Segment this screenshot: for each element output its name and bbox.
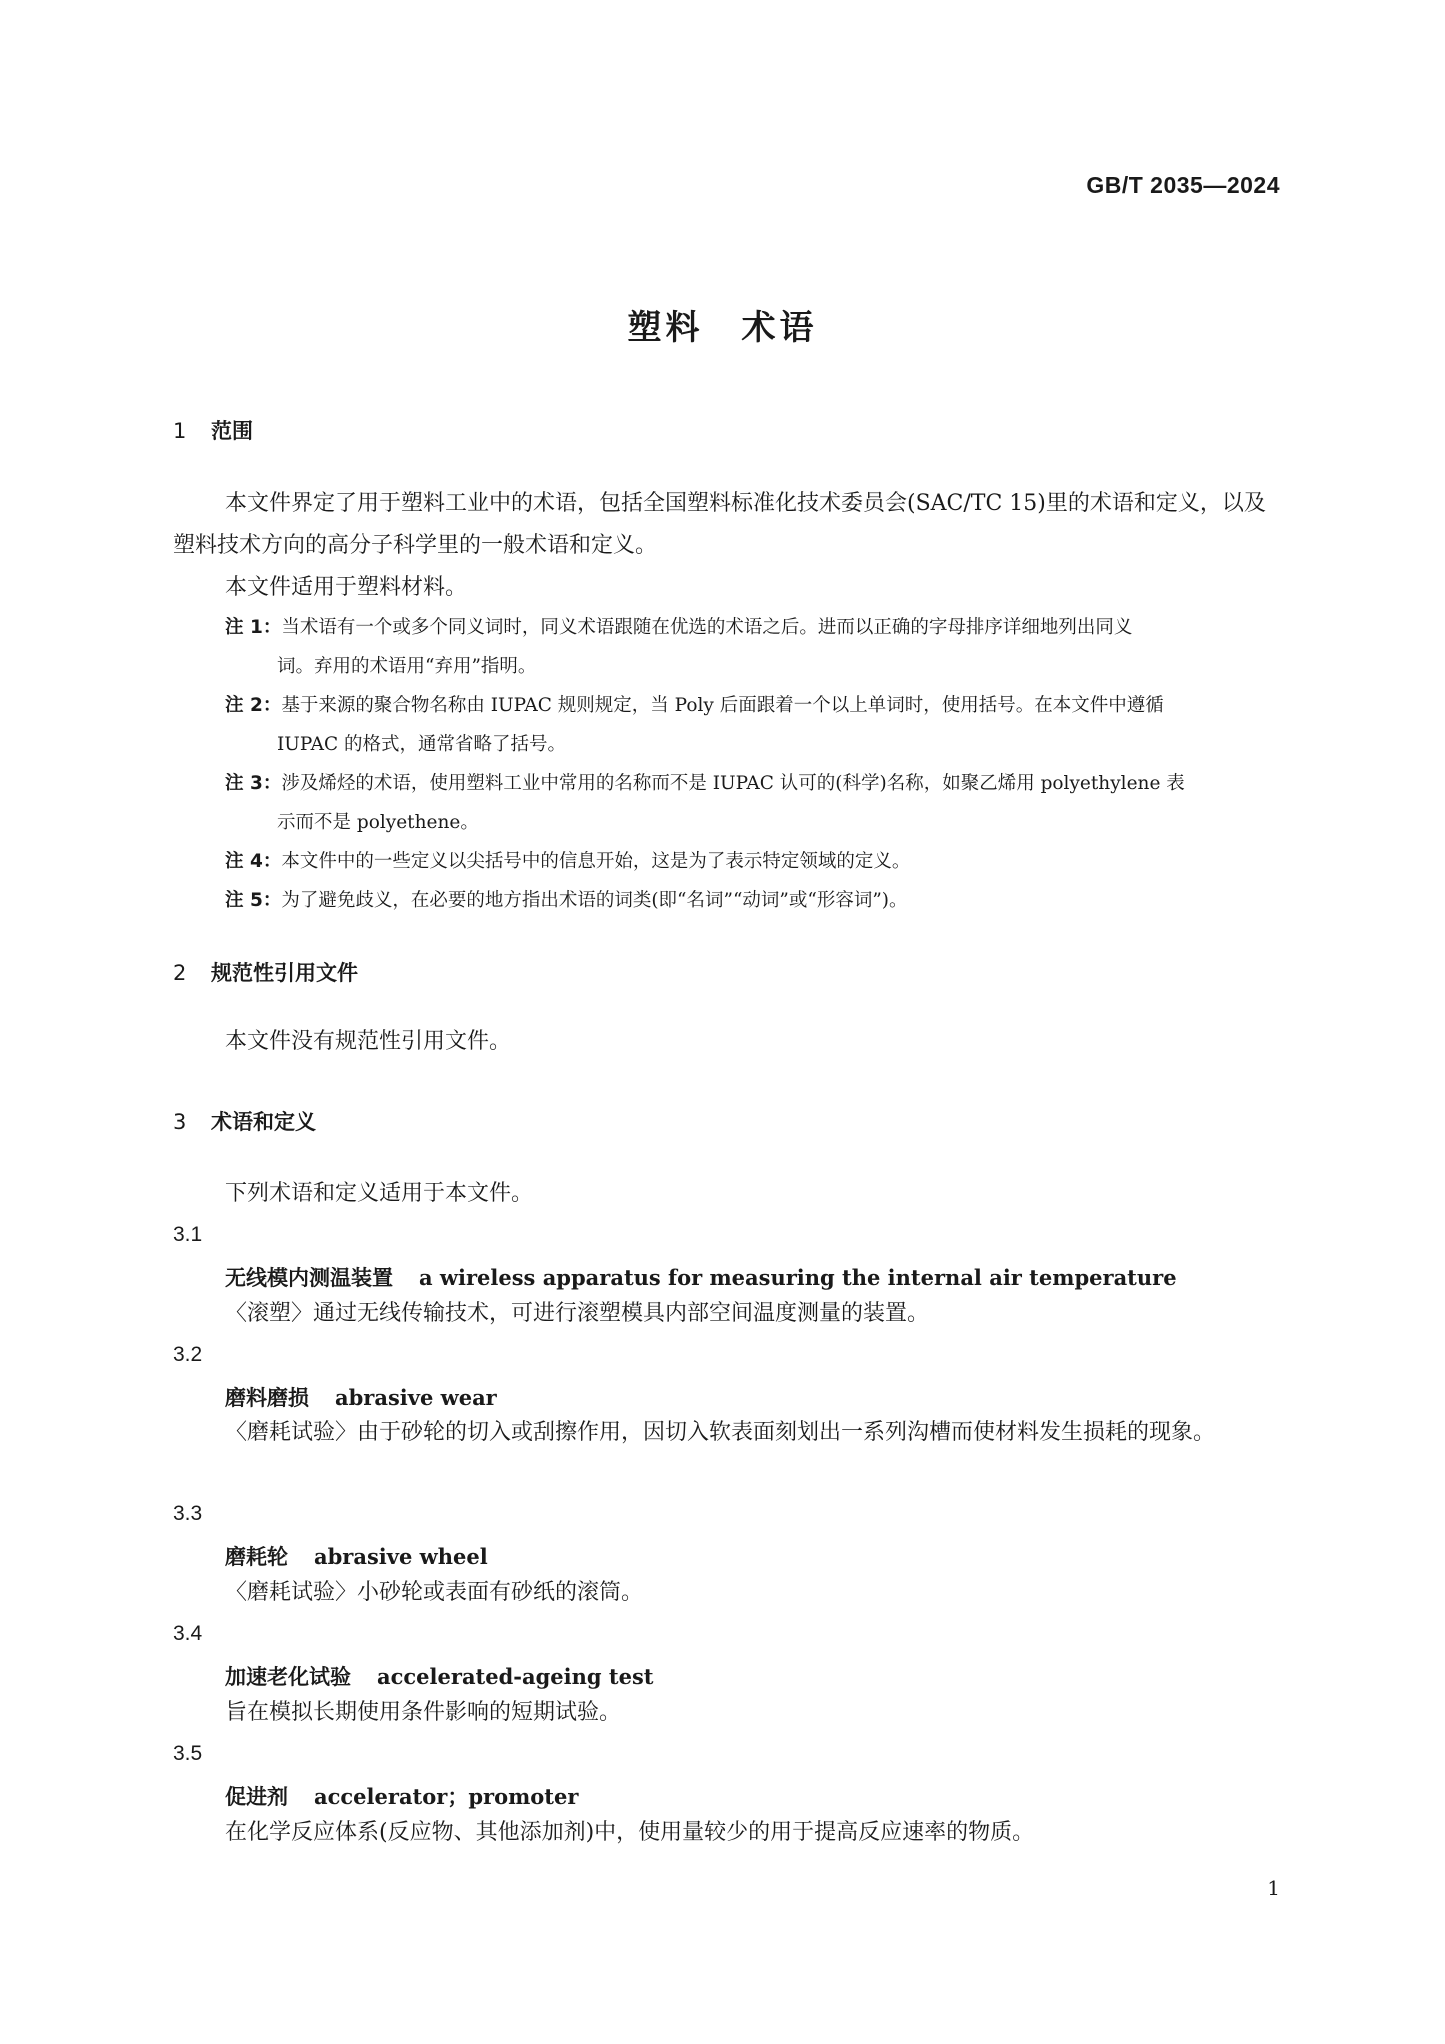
note-1	[225, 608, 1283, 686]
document-title: 塑料 术语	[627, 308, 818, 348]
section-title: 术语和定义	[211, 1110, 316, 1134]
terms-intro: 下列术语和定义适用于本文件。	[225, 1181, 534, 1206]
term-number: 3.5	[173, 1742, 203, 1765]
term-en: a wireless apparatus for measuring the internal air temperature	[419, 1265, 1177, 1290]
term-entry	[225, 1382, 497, 1412]
note-text: 基于来源的聚合物名称由 IUPAC 规则规定，当 Poly 后面跟着一个以上单词时，使用括号。在本文件中遵循	[281, 695, 1164, 716]
note-text-continued: 词。弃用的术语用“弃用”指明。	[277, 656, 537, 677]
note-label: 注 4：	[225, 851, 282, 872]
note-text-continued: 示而不是 polyethene。	[277, 812, 479, 833]
standard-code: GB/T 2035—2024	[1086, 172, 1280, 198]
term-definition: 〈滚塑〉通过无线传输技术，可进行滚塑模具内部空间温度测量的装置。	[225, 1301, 930, 1326]
term-zh: 加速老化试验	[225, 1665, 351, 1689]
term-number: 3.1	[173, 1223, 203, 1246]
normative-paragraph: 本文件没有规范性引用文件。	[225, 1029, 512, 1054]
note-text: 为了避免歧义，在必要的地方指出术语的词类(即“名词”“动词”或“形容词”)。	[281, 890, 908, 911]
section-number: 1	[173, 419, 187, 443]
scope-paragraph-1: 本文件界定了用于塑料工业中的术语，包括全国塑料标准化技术委员会(SAC/TC 15)里的术语和定义，以及塑料技术方向的高分子科学里的一般术语和定义。	[173, 491, 1266, 558]
note-text: 当术语有一个或多个同义词时，同义术语跟随在优选的术语之后。进而以正确的字母排序详细地列出同义	[281, 617, 1133, 638]
page-number: 1	[1267, 1876, 1280, 1900]
term-entry	[225, 1541, 488, 1571]
note-label: 注 3：	[225, 773, 282, 794]
term-zh: 促进剂	[225, 1785, 288, 1809]
term-definition: 在化学反应体系(反应物、其他添加剂)中，使用量较少的用于提高反应速率的物质。	[225, 1820, 1035, 1845]
term-zh: 磨料磨损	[225, 1386, 309, 1410]
note-text: 涉及烯烃的术语，使用塑料工业中常用的名称而不是 IUPAC 认可的(科学)名称，如聚乙烯用 polyethylene 表	[281, 773, 1185, 794]
note-label: 注 5：	[225, 890, 282, 911]
term-en: accelerated-ageing test	[377, 1664, 654, 1689]
term-number: 3.2	[173, 1343, 203, 1366]
note-text-continued: IUPAC 的格式，通常省略了括号。	[277, 734, 567, 755]
term-entry	[225, 1781, 578, 1811]
term-number: 3.4	[173, 1622, 203, 1645]
note-3	[225, 764, 1283, 842]
term-definition: 〈磨耗试验〉由于砂轮的切入或刮擦作用，因切入软表面刻划出一系列沟槽而使材料发生损耗的现象。	[225, 1420, 1216, 1445]
section-title: 范围	[211, 419, 253, 443]
note-5	[225, 881, 1283, 920]
note-text: 本文件中的一些定义以尖括号中的信息开始，这是为了表示特定领域的定义。	[281, 851, 911, 872]
term-definition: 〈磨耗试验〉小砂轮或表面有砂纸的滚筒。	[225, 1580, 644, 1605]
term-entry	[225, 1262, 1177, 1292]
term-definition: 旨在模拟长期使用条件影响的短期试验。	[225, 1700, 622, 1725]
term-entry	[225, 1661, 654, 1691]
term-zh: 无线模内测温装置	[225, 1266, 393, 1290]
note-4	[225, 842, 1283, 881]
note-2	[225, 686, 1283, 764]
term-en: abrasive wheel	[314, 1544, 488, 1569]
section-heading-normative	[173, 957, 358, 987]
section-heading-terms	[173, 1106, 316, 1136]
term-zh: 磨耗轮	[225, 1545, 288, 1569]
section-number: 2	[173, 961, 187, 985]
term-en: abrasive wear	[335, 1385, 497, 1410]
term-en: accelerator；promoter	[314, 1784, 579, 1809]
section-number: 3	[173, 1110, 187, 1134]
section-title: 规范性引用文件	[211, 961, 358, 985]
note-label: 注 1：	[225, 617, 282, 638]
scope-paragraph-2: 本文件适用于塑料材料。	[225, 575, 468, 600]
note-label: 注 2：	[225, 695, 282, 716]
term-number: 3.3	[173, 1502, 203, 1525]
section-heading-scope	[173, 415, 253, 445]
